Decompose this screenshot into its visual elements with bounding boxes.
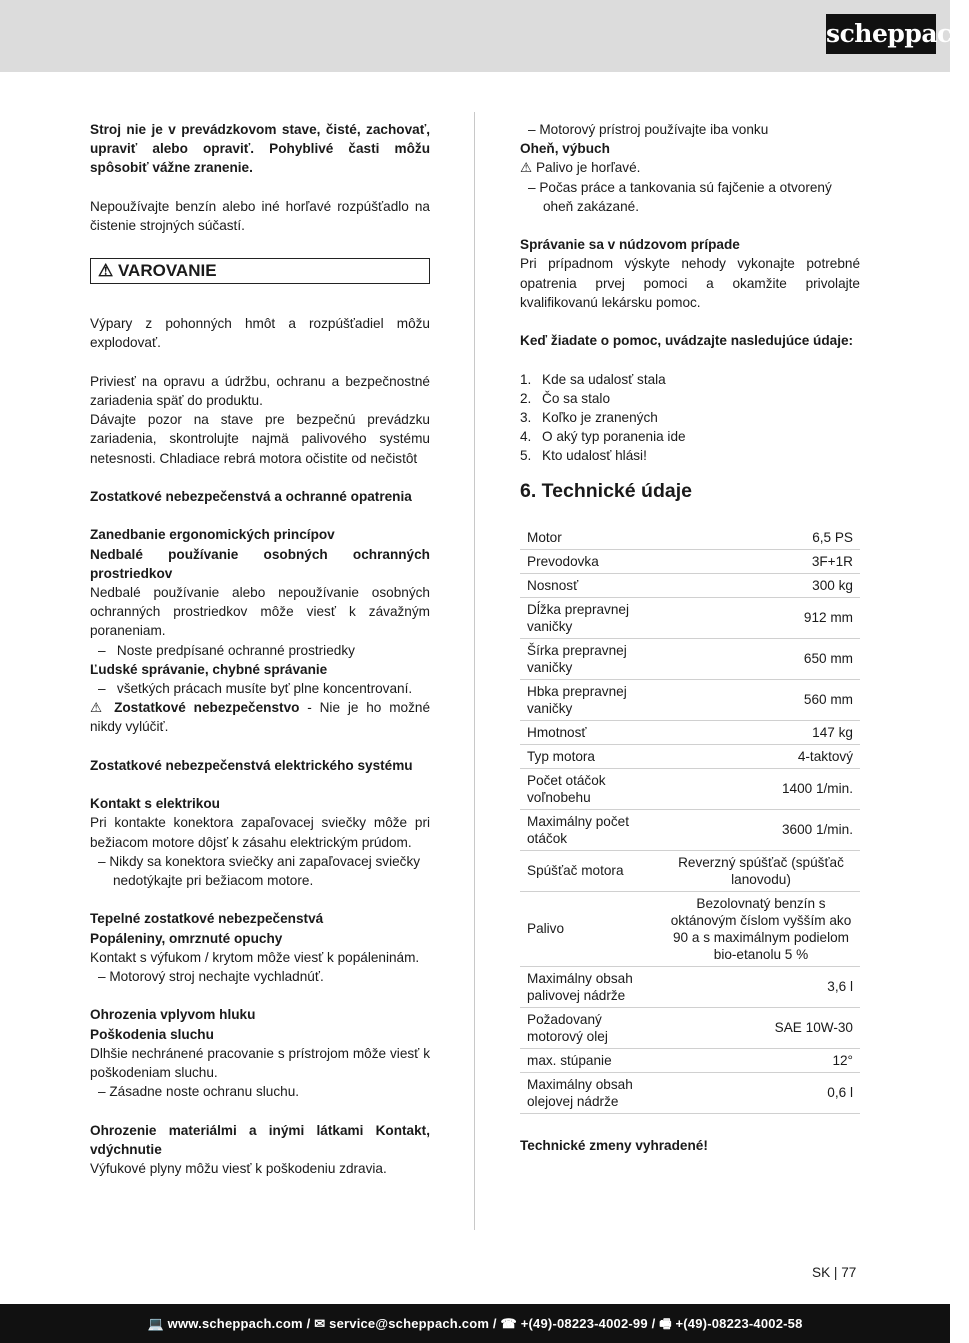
residual-danger-line: ⚠ Zostatkové nebezpečenstvo - Nie je ho možné nikdy vylúčiť. [90,700,431,735]
thermal-heading: Tepelné zostatkové nebezpečenstvá [90,911,324,927]
hearing-heading: Poškodenia sluchu [90,1026,214,1042]
fire-heading: Oheň, výbuch [520,141,610,157]
scheppach-logo: scheppach [826,14,936,54]
spec-value: 6,5 PS [662,526,860,550]
materials-paragraph: Výfukové plyny môžu viesť k poškodeniu zdravia. [90,1161,387,1177]
contact-paragraph: Pri kontakte konektora zapaľovacej sviečky môže pri bežiacom motore dôjsť k zásahu elektrickým prúdom. [90,815,430,850]
ergonomics-heading: Zanedbanie ergonomických princípov [90,527,335,543]
spec-table [520,526,860,1114]
spec-row [520,573,860,597]
ppe-dash-item: – Noste predpísané ochranné prostriedky [98,642,355,658]
spec-value: 4-taktový [662,744,860,768]
spec-row [520,891,860,966]
warning-icon: ⚠ [90,700,107,716]
left-column [90,120,430,1178]
human-heading: Ľudské správanie, chybné správanie [90,661,328,677]
spec-label: Nosnosť [520,573,662,597]
page-header [0,0,969,72]
materials-heading: Ohrozenie materiálmi a inými látkami Kontakt, vdýchnutie [90,1122,430,1157]
burns-dash-item: – Motorový stroj nechajte vychladnúť. [98,969,324,985]
spec-value: 0,6 l [662,1072,860,1113]
condition-paragraph: Dávajte pozor na stave pre bezpečnú prevádzku zariadenia, skontrolujte najmä palivového systému netesnosti. Chladiace rebrá motora očistite od nečistôt [90,412,430,466]
ppe-heading: Nedbalé používanie osobných ochranných prostriedkov [90,546,430,581]
hearing-dash-item: – Zásadne noste ochranu sluchu. [98,1084,300,1100]
spec-label: Palivo [520,891,662,966]
right-column [520,120,860,1155]
spec-row [520,679,860,720]
fire-dash-item: – Počas práce a tankovania sú fajčenie a otvorený oheň zakázané. [528,179,832,214]
spec-label: Počet otáčok voľnobehu [520,768,662,809]
residual-heading: Zostatkové nebezpečenstvá a ochranné opatrenia [90,489,412,504]
spec-label: Spúšťač motora [520,850,662,891]
help-list-item: 2. Čo sa stalo [520,390,611,406]
page-number: SK | 77 [812,1265,857,1280]
spec-value: 12° [662,1048,860,1072]
spec-row [520,966,860,1007]
spec-value: Bezolovnatý benzín s oktánovým číslom vyšším ako 90 a s maximálnym podielom bio-etanolu 5 % [662,891,860,966]
spec-row [520,809,860,850]
spec-row [520,597,860,638]
help-list-item: 3. Koľko je zranených [520,410,658,425]
help-list-item: 4. O aký typ poranenia ide [520,429,686,445]
footer-contact-bar: 💻 www.scheppach.com / ✉ service@scheppach.com / ☎ +(49)-08223-4002-99 / 🖷 +(49)-08223-4002-58 [0,1304,950,1343]
section-title: 6. Technické údaje [520,479,692,502]
spec-row [520,850,860,891]
help-list [520,370,860,466]
spec-value: 650 mm [662,638,860,679]
emergency-heading: Správanie sa v núdzovom prípade [520,237,740,253]
spec-label: Typ motora [520,744,662,768]
contact-heading: Kontakt s elektrikou [90,796,220,812]
spec-value: 3F+1R [662,549,860,573]
spec-row [520,1072,860,1113]
spec-row [520,768,860,809]
spec-label: Hmotnosť [520,720,662,744]
spec-value: 3600 1/min. [662,809,860,850]
spec-row [520,720,860,744]
emergency-paragraph: Pri prípadnom výskyte nehody vykonajte potrebné opatrenia prvej pomoci a okamžite privolajte kvalifikovanú lekársku pomoc. [520,256,860,310]
spec-label: Hbka prepravnej vaničky [520,679,662,720]
spec-label: Dĺžka prepravnej vaničky [520,597,662,638]
ppe-paragraph: Nedbalé používanie alebo nepoužívanie osobných ochranných prostriedkov môže viesť k závažným poraneniam. [90,585,430,639]
spec-row [520,549,860,573]
spec-value: Reverzný spúšťač (spúšťač lanovodu) [662,850,860,891]
spec-label: max. stúpanie [520,1048,662,1072]
vapors-paragraph: Výpary z pohonných hmôt a rozpúšťadiel môžu explodovať. [90,316,430,351]
spec-label: Maximálny počet otáčok [520,809,662,850]
help-list-item: 1. Kde sa udalosť stala [520,371,666,387]
solvent-paragraph: Nepoužívajte benzín alebo iné horľavé rozpúšťadlo na čistenie strojných súčastí. [90,198,430,233]
spec-row [520,638,860,679]
spec-label: Požadovaný motorový olej [520,1007,662,1048]
warning-icon: ⚠ [520,160,533,176]
spec-value: SAE 10W-30 [662,1007,860,1048]
burns-paragraph: Kontakt s výfukom / krytom môže viesť k popáleninám. [90,949,420,965]
spec-row [520,1048,860,1072]
spec-label: Motor [520,526,662,550]
spec-row [520,1007,860,1048]
spec-value: 147 kg [662,720,860,744]
spec-value: 912 mm [662,597,860,638]
burns-heading: Popáleniny, omrznuté opuchy [90,930,283,946]
warning-label: VAROVANIE [117,261,217,281]
contact-dash-item: – Nikdy sa konektora sviečky ani zapaľovacej sviečky nedotýkajte pri bežiacom motore. [98,853,421,889]
fire-line: ⚠ Palivo je horľavé. [520,160,641,176]
warning-box [90,258,430,284]
technical-changes-note: Technické zmeny vyhradené! [520,1137,708,1153]
spec-value: 300 kg [662,573,860,597]
noise-heading: Ohrozenia vplyvom hluku [90,1007,256,1023]
help-heading: Keď žiadate o pomoc, uvádzajte nasledujúce údaje: [520,333,854,349]
warning-paragraph: Stroj nie je v prevádzkovom stave, čisté, zachovať, upraviť alebo opraviť. Pohyblivé časti môžu spôsobiť vážne zranenie. [90,122,430,176]
spec-label: Maximálny obsah olejovej nádrže [520,1072,662,1113]
help-list-item: 5. Kto udalosť hlási! [520,448,647,464]
spec-row [520,526,860,550]
spec-row [520,744,860,768]
electrical-heading: Zostatkové nebezpečenstvá elektrického systému [90,757,413,773]
human-dash-item: – všetkých prácach musíte byť plne koncentrovaní. [98,681,413,697]
column-divider [474,112,475,1230]
repair-paragraph: Priviesť na opravu a údržbu, ochranu a bezpečnostné zariadenia späť do produktu. [90,373,430,408]
spec-value: 560 mm [662,679,860,720]
hearing-paragraph: Dlhšie nechránené pracovanie s prístrojom môže viesť k poškodeniam sluchu. [90,1045,430,1081]
spec-value: 3,6 l [662,966,860,1007]
spec-value: 1400 1/min. [662,768,860,809]
spec-label: Prevodovka [520,549,662,573]
outdoor-dash-item: – Motorový prístroj používajte iba vonku [528,122,769,137]
spec-label: Maximálny obsah palivovej nádrže [520,966,662,1007]
spec-label: Šírka prepravnej vaničky [520,638,662,679]
warning-icon: ⚠ [98,261,114,281]
